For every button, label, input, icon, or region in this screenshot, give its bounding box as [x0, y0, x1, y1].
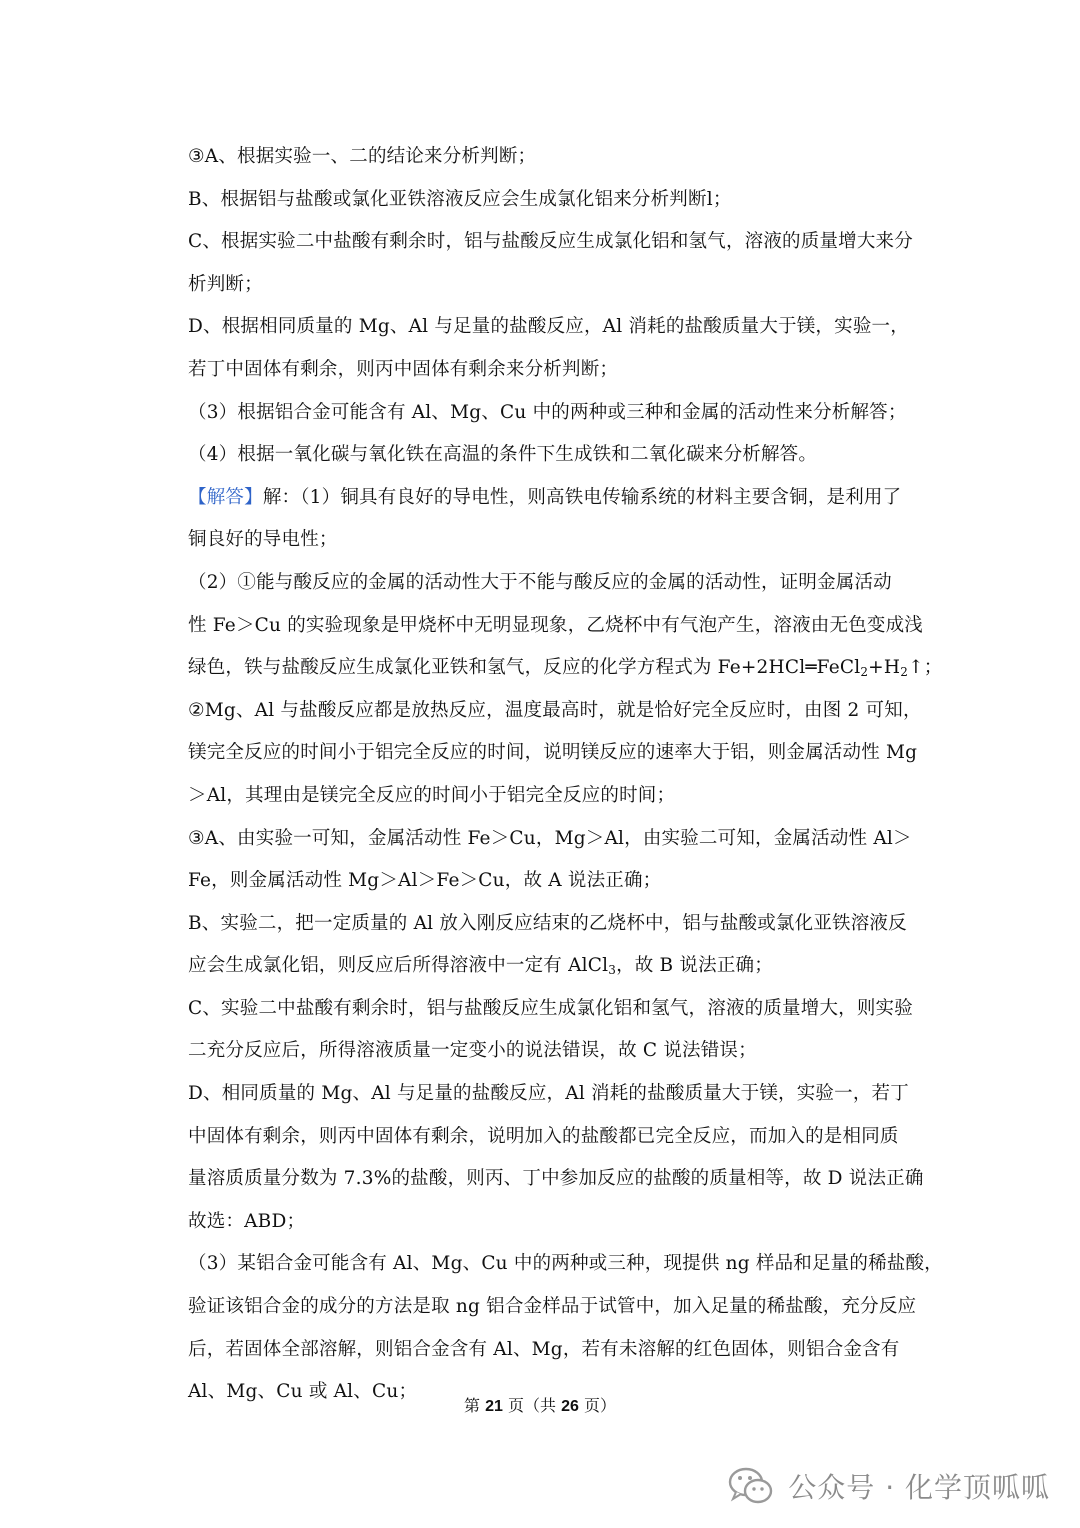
text-line: D、根据相同质量的 Mg、Al 与足量的盐酸反应，Al 消耗的盐酸质量大于镁，实验一， — [188, 316, 909, 338]
text-line: 析判断； — [188, 273, 263, 295]
text-line: C、根据实验二中盐酸有剩余时，铝与盐酸反应生成氯化铝和氢气，溶液的质量增大来分 — [188, 231, 913, 253]
page-content — [188, 136, 943, 1414]
subscript: 3 — [608, 963, 617, 978]
text-line: 故选：ABD； — [188, 1210, 306, 1232]
text-line: （3）根据铝合金可能含有 Al、Mg、Cu 中的两种或三种和金属的活动性来分析解答； — [188, 401, 907, 423]
wechat-watermark — [728, 1462, 1050, 1510]
text-line: ＞Al，其理由是镁完全反应的时间小于铝完全反应的时间； — [188, 784, 676, 806]
alcl3-line — [188, 945, 928, 988]
text-line: 后，若固体全部溶解，则铝合金含有 Al、Mg，若有未溶解的红色固体，则铝合金含有 — [188, 1338, 900, 1360]
page-number: 21 — [485, 1398, 503, 1415]
subscript: 2 — [900, 665, 909, 680]
subscript: 2 — [860, 665, 869, 680]
text-line: B、根据铝与盐酸或氯化亚铁溶液反应会生成氯化铝来分析判断l； — [188, 188, 732, 210]
answer-tag: 【解答】 — [188, 486, 263, 508]
wechat-icon — [728, 1466, 774, 1506]
text-line: （3）某铝合金可能含有 Al、Mg、Cu 中的两种或三种，现提供 ng 样品和足量的稀盐酸， — [188, 1253, 943, 1275]
text-line: ③A、由实验一可知，金属活动性 Fe＞Cu，Mg＞Al，由实验二可知，金属活动性 Al＞ — [188, 827, 912, 849]
text-line: 若丁中固体有剩余，则丙中固体有剩余来分析判断； — [188, 358, 619, 380]
alcl3-prefix: 应会生成氯化铝，则反应后所得溶液中一定有 AlCl — [188, 955, 609, 977]
text-line: 性 Fe＞Cu 的实验现象是甲烧杯中无明显现象，乙烧杯中有气泡产生，溶液由无色变成浅 — [188, 614, 924, 636]
equation-mid: +H — [868, 657, 901, 679]
text-line: ③A、根据实验一、二的结论来分析判断； — [188, 146, 537, 167]
text-line: 量溶质质量分数为 7.3%的盐酸，则丙、丁中参加反应的盐酸的质量相等，故 D 说法正确 — [188, 1168, 924, 1190]
text-line: 中固体有剩余，则丙中固体有剩余，说明加入的盐酸都已完全反应，而加入的是相同质 — [188, 1125, 899, 1147]
text-line: B、实验二，把一定质量的 Al 放入刚反应结束的乙烧杯中，铝与盐酸或氯化亚铁溶液反 — [188, 912, 907, 934]
text-line: ②Mg、Al 与盐酸反应都是放热反应，温度最高时，就是恰好完全反应时，由图 2 可知， — [188, 699, 922, 721]
text-line: D、相同质量的 Mg、Al 与足量的盐酸反应，Al 消耗的盐酸质量大于镁，实验一，若丁 — [188, 1083, 909, 1105]
footer-post: 页） — [578, 1396, 616, 1415]
total-pages: 26 — [561, 1398, 579, 1415]
watermark-text: 公众号 · 化学顶呱呱 — [788, 1471, 1050, 1504]
text-line: C、实验二中盐酸有剩余时，铝与盐酸反应生成氯化铝和氢气，溶液的质量增大，则实验 — [188, 997, 913, 1019]
answer-line — [188, 477, 928, 520]
text-line: 二充分反应后，所得溶液质量一定变小的说法错误，故 C 说法错误； — [188, 1040, 757, 1062]
footer-pre: 第 — [464, 1396, 486, 1415]
footer-mid: 页（共 — [502, 1396, 562, 1415]
text-line: （4）根据一氧化碳与氧化铁在高温的条件下生成铁和二氧化碳来分析解答。 — [188, 444, 818, 466]
answer-text: 解：（1）铜具有良好的导电性，则高铁电传输系统的材料主要含铜，是利用了 — [262, 486, 902, 508]
text-line: Al、Mg、Cu 或 Al、Cu； — [188, 1381, 418, 1403]
text-line: 验证该铝合金的成分的方法是取 ng 铝合金样品于试管中，加入足量的稀盐酸，充分反应 — [188, 1296, 917, 1318]
text-line: 镁完全反应的时间小于铝完全反应的时间，说明镁反应的速率大于铝，则金属活动性 Mg — [188, 742, 918, 764]
equation-prefix: 绿色，铁与盐酸反应生成氯化亚铁和氢气，反应的化学方程式为 Fe+2HCl═FeCl — [188, 657, 861, 679]
text-line: Fe，则金属活动性 Mg＞Al＞Fe＞Cu，故 A 说法正确； — [188, 870, 662, 892]
equation-line — [188, 647, 943, 690]
page-footer — [0, 1394, 1080, 1419]
equation-suffix: ↑； — [908, 657, 943, 679]
text-line: （2）①能与酸反应的金属的活动性大于不能与酸反应的金属的活动性，证明金属活动 — [188, 571, 892, 593]
text-line: 铜良好的导电性； — [188, 529, 338, 551]
alcl3-suffix: ，故 B 说法正确； — [616, 955, 773, 977]
